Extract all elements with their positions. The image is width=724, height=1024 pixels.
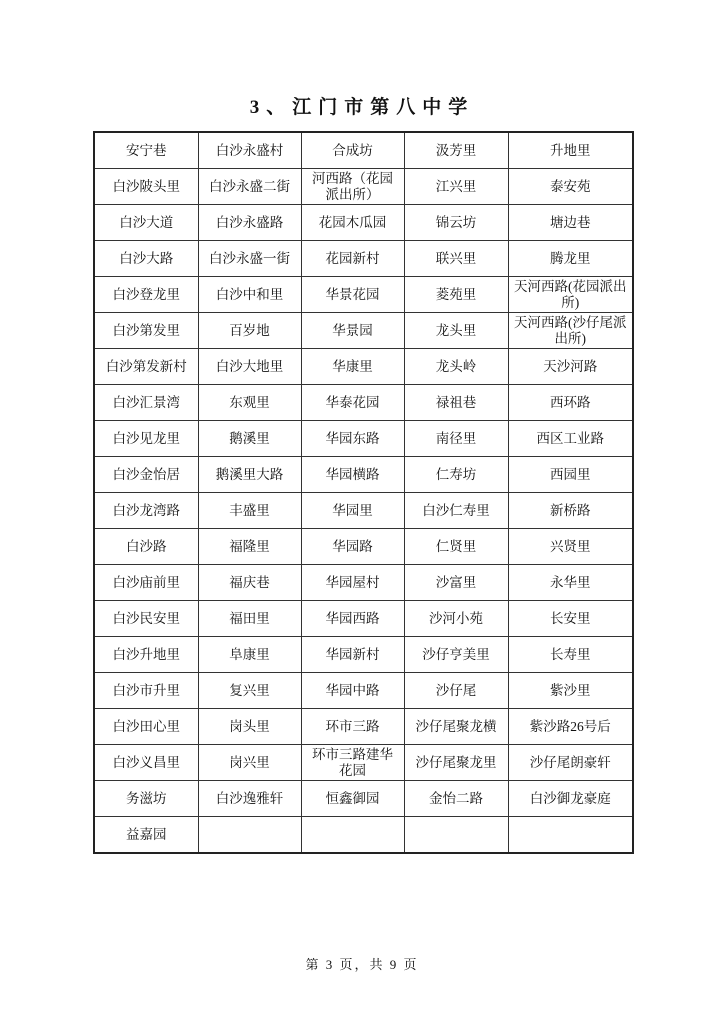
table-cell: 白沙汇景湾 [94, 385, 198, 421]
table-cell: 白沙永盛村 [198, 132, 301, 169]
table-cell: 复兴里 [198, 673, 301, 709]
table-cell: 福隆里 [198, 529, 301, 565]
table-cell: 沙仔尾朗豪轩 [508, 745, 633, 781]
table-cell: 白沙永盛二街 [198, 169, 301, 205]
table-row [94, 745, 633, 781]
table-cell: 沙河小苑 [404, 601, 508, 637]
table-cell: 华泰花园 [301, 385, 404, 421]
table-cell: 华园新村 [301, 637, 404, 673]
table-cell: 福田里 [198, 601, 301, 637]
table-cell: 白沙路 [94, 529, 198, 565]
place-name-table-body [94, 132, 633, 853]
table-cell: 白沙第发新村 [94, 349, 198, 385]
table-cell: 泰安苑 [508, 169, 633, 205]
table-cell: 恒鑫御园 [301, 781, 404, 817]
table-cell: 白沙义昌里 [94, 745, 198, 781]
table-cell: 白沙大地里 [198, 349, 301, 385]
table-cell: 华园中路 [301, 673, 404, 709]
table-cell: 福庆巷 [198, 565, 301, 601]
table-cell: 龙头里 [404, 313, 508, 349]
table-row [94, 457, 633, 493]
table-cell: 塘边巷 [508, 205, 633, 241]
table-cell: 白沙大道 [94, 205, 198, 241]
table-cell: 白沙登龙里 [94, 277, 198, 313]
table-row [94, 637, 633, 673]
table-cell: 菱苑里 [404, 277, 508, 313]
table-cell: 升地里 [508, 132, 633, 169]
table-cell: 华园屋村 [301, 565, 404, 601]
table-cell: 天河西路(沙仔尾派出所) [508, 313, 633, 349]
table-cell: 长安里 [508, 601, 633, 637]
table-cell: 永华里 [508, 565, 633, 601]
table-row [94, 817, 633, 854]
table-row [94, 565, 633, 601]
table-row [94, 601, 633, 637]
table-cell: 紫沙里 [508, 673, 633, 709]
table-row [94, 673, 633, 709]
table-cell: 西环路 [508, 385, 633, 421]
table-cell: 联兴里 [404, 241, 508, 277]
table-cell: 益嘉园 [94, 817, 198, 854]
table-cell [508, 817, 633, 854]
table-row [94, 781, 633, 817]
table-cell: 华康里 [301, 349, 404, 385]
table-cell: 环市三路 [301, 709, 404, 745]
table-cell: 华园横路 [301, 457, 404, 493]
table-cell: 百岁地 [198, 313, 301, 349]
table-cell: 鹅溪里大路 [198, 457, 301, 493]
table-row [94, 313, 633, 349]
table-cell [404, 817, 508, 854]
table-cell: 丰盛里 [198, 493, 301, 529]
table-cell: 阜康里 [198, 637, 301, 673]
table-cell: 汲芳里 [404, 132, 508, 169]
table-cell: 仁贤里 [404, 529, 508, 565]
page-number: 第 3 页，共 9 页 [305, 957, 419, 972]
table-cell: 锦云坊 [404, 205, 508, 241]
table-cell: 紫沙路26号后 [508, 709, 633, 745]
table-cell: 合成坊 [301, 132, 404, 169]
table-cell: 天河西路(花园派出所) [508, 277, 633, 313]
table-cell: 花园新村 [301, 241, 404, 277]
table-cell: 西区工业路 [508, 421, 633, 457]
table-cell: 白沙市升里 [94, 673, 198, 709]
table-cell: 长寿里 [508, 637, 633, 673]
table-row [94, 277, 633, 313]
table-cell: 白沙永盛路 [198, 205, 301, 241]
table-cell: 华景花园 [301, 277, 404, 313]
table-cell [301, 817, 404, 854]
table-cell: 白沙御龙豪庭 [508, 781, 633, 817]
table-row [94, 169, 633, 205]
table-cell: 腾龙里 [508, 241, 633, 277]
table-cell: 华园西路 [301, 601, 404, 637]
table-cell: 花园木瓜园 [301, 205, 404, 241]
table-cell: 环市三路建华花园 [301, 745, 404, 781]
table-row [94, 205, 633, 241]
table-row [94, 241, 633, 277]
table-row [94, 421, 633, 457]
table-cell: 沙仔亨美里 [404, 637, 508, 673]
table-cell: 仁寿坊 [404, 457, 508, 493]
table-cell: 安宁巷 [94, 132, 198, 169]
table-cell [198, 817, 301, 854]
table-cell: 河西路（花园派出所） [301, 169, 404, 205]
table-cell: 沙仔尾聚龙横 [404, 709, 508, 745]
table-cell: 白沙升地里 [94, 637, 198, 673]
table-cell: 华园里 [301, 493, 404, 529]
table-cell: 白沙第发里 [94, 313, 198, 349]
table-row [94, 385, 633, 421]
table-cell: 岗头里 [198, 709, 301, 745]
table-cell: 白沙仁寿里 [404, 493, 508, 529]
table-row [94, 493, 633, 529]
table-cell: 白沙中和里 [198, 277, 301, 313]
table-row [94, 529, 633, 565]
table-cell: 天沙河路 [508, 349, 633, 385]
table-cell: 兴贤里 [508, 529, 633, 565]
table-cell: 南径里 [404, 421, 508, 457]
table-cell: 禄祖巷 [404, 385, 508, 421]
table-cell: 白沙金怡居 [94, 457, 198, 493]
table-cell: 沙仔尾 [404, 673, 508, 709]
table-cell: 白沙陂头里 [94, 169, 198, 205]
table-row [94, 132, 633, 169]
table-row [94, 709, 633, 745]
table-cell: 白沙田心里 [94, 709, 198, 745]
table-cell: 龙头岭 [404, 349, 508, 385]
table-cell: 华园路 [301, 529, 404, 565]
table-cell: 新桥路 [508, 493, 633, 529]
table-cell: 江兴里 [404, 169, 508, 205]
table-cell: 白沙庙前里 [94, 565, 198, 601]
table-cell: 金怡二路 [404, 781, 508, 817]
page-title: 3、江门市第八中学 [249, 97, 475, 118]
table-cell: 白沙见龙里 [94, 421, 198, 457]
table-cell: 白沙逸雅轩 [198, 781, 301, 817]
table-cell: 白沙永盛一街 [198, 241, 301, 277]
table-cell: 鹅溪里 [198, 421, 301, 457]
table-cell: 西园里 [508, 457, 633, 493]
table-cell: 东观里 [198, 385, 301, 421]
table-cell: 务滋坊 [94, 781, 198, 817]
table-cell: 华景园 [301, 313, 404, 349]
place-name-table [93, 131, 634, 854]
table-cell: 白沙大路 [94, 241, 198, 277]
table-cell: 华园东路 [301, 421, 404, 457]
table-cell: 沙仔尾聚龙里 [404, 745, 508, 781]
table-cell: 岗兴里 [198, 745, 301, 781]
table-cell: 白沙龙湾路 [94, 493, 198, 529]
table-cell: 白沙民安里 [94, 601, 198, 637]
table-cell: 沙富里 [404, 565, 508, 601]
table-row [94, 349, 633, 385]
